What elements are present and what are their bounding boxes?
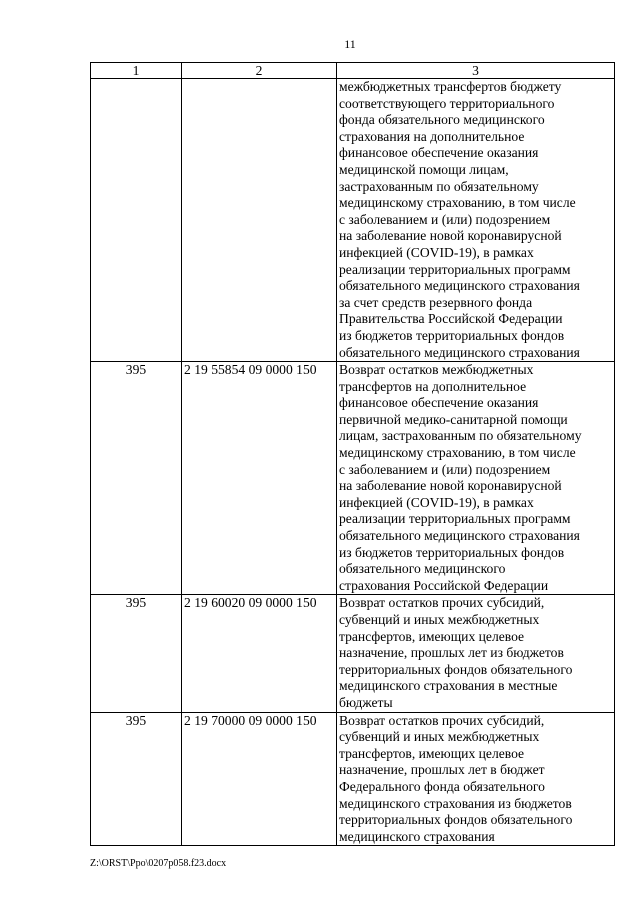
admin-code-cell	[91, 79, 182, 362]
budget-code-cell: 2 19 70000 09 0000 150	[182, 712, 337, 846]
admin-code-cell: 395	[91, 712, 182, 846]
table-row	[91, 362, 615, 595]
table-row	[91, 712, 615, 846]
admin-code-cell: 395	[91, 595, 182, 712]
budget-code-cell	[182, 79, 337, 362]
description-cell: Возврат остатков прочих субсидий, субвенций и иных межбюджетных трансфертов, имеющих целевое назначение, прошлых лет в бюджет Федерального фонда обязательного медицинского страхования из бюджетов территориальных фондов обязательного медицинского страхования	[337, 712, 615, 846]
file-path-footer: Z:\ORST\Ppo\0207p058.f23.docx	[90, 858, 227, 869]
column-header-3: 3	[337, 63, 615, 79]
description-cell: межбюджетных трансфертов бюджету соответствующего территориального фонда обязательного медицинского страхования на дополнительное финансовое обеспечение оказания медицинской помощи лицам, застрахованным по обязательному медицинскому страхованию, в том числе с заболеванием и (или) подозрением на заболевание новой коронавирусной инфекцией (COVID-19), в рамках реализации территориальных программ обязательного медицинского страхования за счет средств резервного фонда Правительства Российской Федерации из бюджетов территориальных фондов обязательного медицинского страхования	[337, 79, 615, 362]
budget-code-cell: 2 19 60020 09 0000 150	[182, 595, 337, 712]
budget-code-table	[90, 62, 615, 846]
table-row	[91, 595, 615, 712]
admin-code-cell: 395	[91, 362, 182, 595]
column-header-1: 1	[91, 63, 182, 79]
table-row	[91, 79, 615, 362]
page-number: 11	[344, 37, 356, 51]
description-cell: Возврат остатков прочих субсидий, субвенций и иных межбюджетных трансфертов, имеющих целевое назначение, прошлых лет из бюджетов территориальных фондов обязательного медицинского страхования в местные бюджеты	[337, 595, 615, 712]
table-header-row	[91, 63, 615, 79]
budget-code-cell: 2 19 55854 09 0000 150	[182, 362, 337, 595]
description-cell: Возврат остатков межбюджетных трансфертов на дополнительное финансовое обеспечение оказания первичной медико-санитарной помощи лицам, застрахованным по обязательному медицинскому страхованию, в том числе с заболеванием и (или) подозрением на заболевание новой коронавирусной инфекцией (COVID-19), в рамках реализации территориальных программ обязательного медицинского страхования из бюджетов территориальных фондов обязательного медицинского страхования Российской Федерации	[337, 362, 615, 595]
column-header-2: 2	[182, 63, 337, 79]
